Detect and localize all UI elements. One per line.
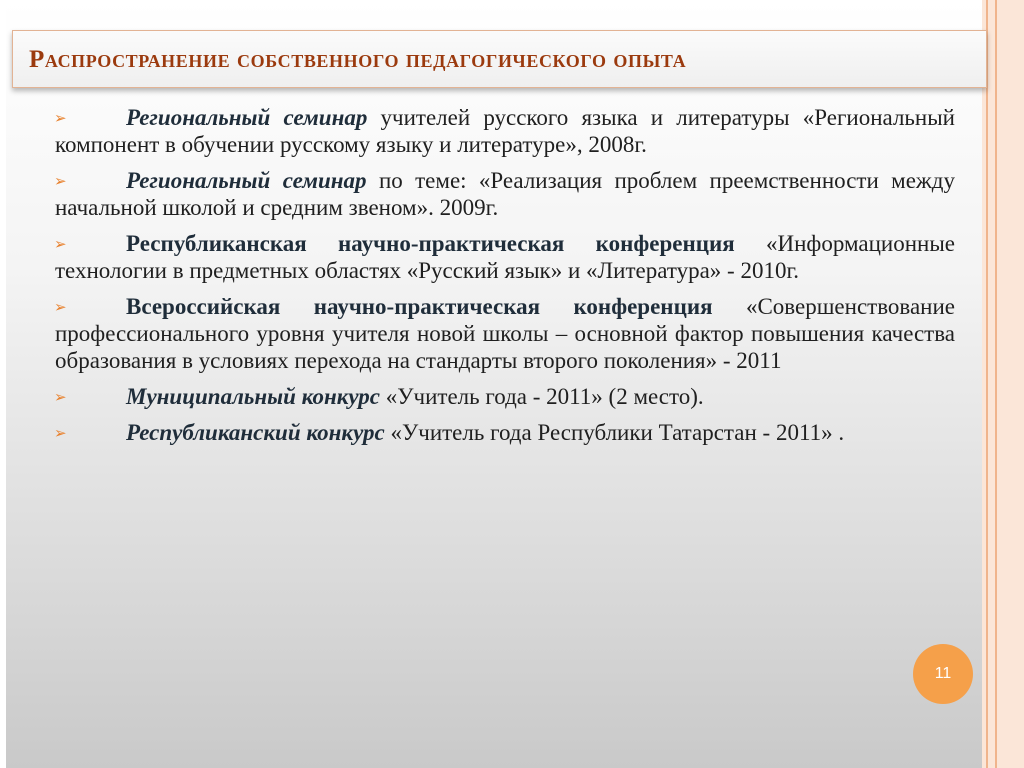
slide-title: Распространение собственного педагогического опыта	[29, 46, 687, 73]
arrow-bullet-icon: ➢	[54, 388, 67, 406]
item-lead: Республиканский конкурс	[126, 420, 385, 445]
list-item	[55, 419, 955, 446]
slide-left-edge	[0, 0, 6, 768]
arrow-bullet-icon: ➢	[54, 235, 67, 253]
list-item	[55, 167, 955, 221]
list-item	[55, 104, 955, 158]
item-lead: Всероссийская научно-практическая конференция	[126, 294, 713, 319]
list-item	[55, 293, 955, 374]
item-text: «Информационные технологии в предметных областях «Русский язык» и «Литература» - 2010г.	[55, 231, 955, 283]
item-text: по теме: «Реализация проблем преемственности между начальной школой и средним звеном». 2009г.	[55, 168, 956, 220]
item-lead: Республиканская научно-практическая конференция	[126, 231, 735, 256]
item-text: «Учитель года Республики Татарстан - 2011» .	[384, 420, 845, 445]
arrow-bullet-icon: ➢	[54, 172, 67, 190]
item-lead: Муниципальный конкурс	[126, 384, 380, 409]
item-text: учителей русского языка и литературы «Региональный компонент в обучении русскому языку и литературе», 2008г.	[55, 105, 955, 157]
bullet-list	[55, 104, 955, 455]
border-line	[986, 0, 988, 768]
arrow-bullet-icon: ➢	[54, 298, 67, 316]
item-lead: Региональный семинар	[126, 105, 368, 130]
page-number-badge: 11	[913, 644, 973, 704]
list-item	[55, 230, 955, 284]
arrow-bullet-icon: ➢	[54, 424, 67, 442]
item-text: «Учитель года - 2011» (2 место).	[380, 384, 704, 409]
list-item	[55, 383, 955, 410]
arrow-bullet-icon: ➢	[54, 109, 67, 127]
item-lead: Региональный семинар	[126, 168, 367, 193]
slide-right-border	[982, 0, 1024, 768]
item-text: «Совершенствование профессионального уровня учителя новой школы – основной фактор повышения качества образования в условиях перехода на стандарты второго поколения» - 2011	[55, 294, 955, 373]
title-box	[12, 30, 987, 88]
border-line	[995, 0, 997, 768]
